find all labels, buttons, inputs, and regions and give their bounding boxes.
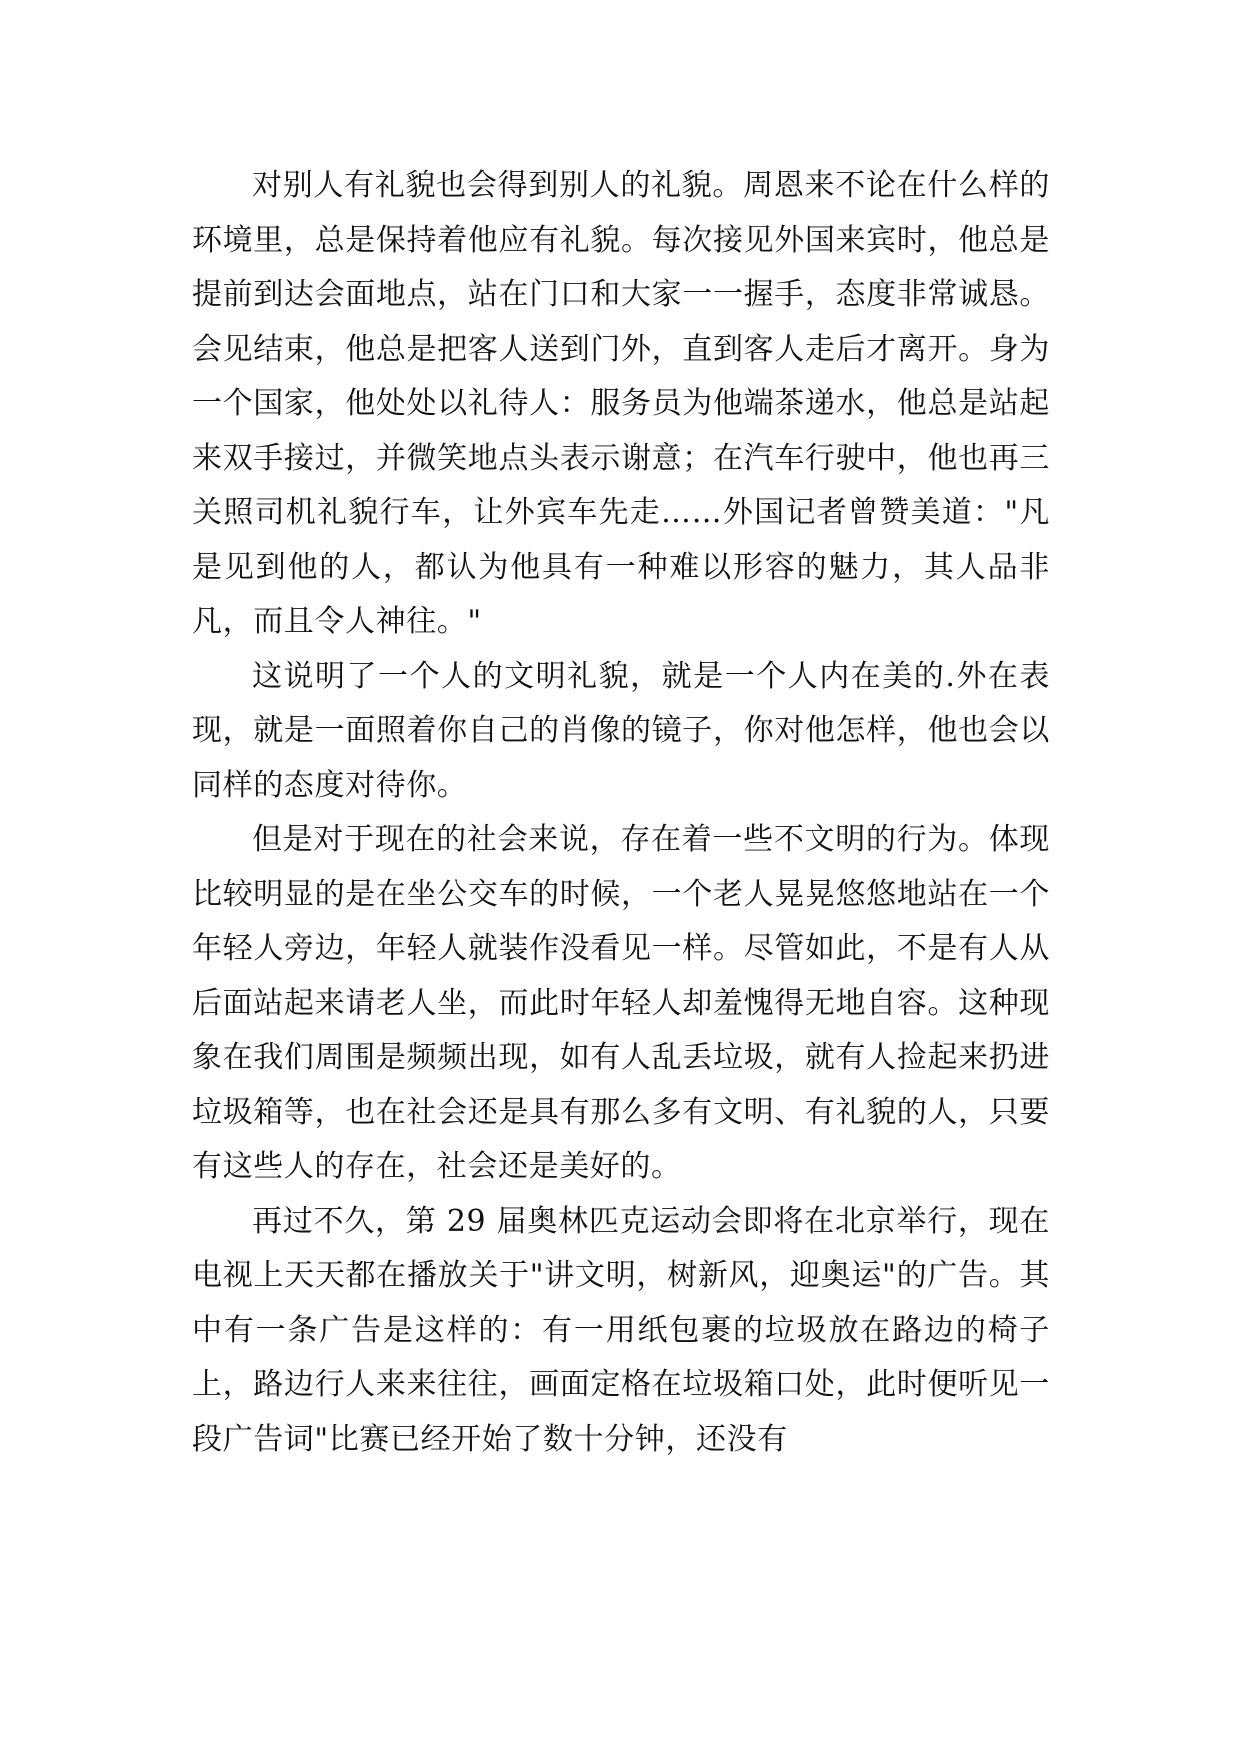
paragraph-3: 但是对于现在的社会来说，存在着一些不文明的行为。体现比较明显的是在坐公交车的时候，一个老人晃晃悠悠地站在一个年轻人旁边，年轻人就装作没看见一样。尽管如此，不是有人从后面站起来请老人坐，而此时年轻人却羞愧得无地自容。这种现象在我们周围是频频出现，如有人乱丢垃圾，就有人捡起来扔进垃圾箱等，也在社会还是具有那么多有文明、有礼貌的人，只要有这些人的存在，社会还是美好的。	[192, 822, 1050, 1184]
paragraph-1: 对别人有礼貌也会得到别人的礼貌。周恩来不论在什么样的环境里，总是保持着他应有礼貌。每次接见外国来宾时，他总是提前到达会面地点，站在门口和大家一一握手，态度非常诚恳。会见结束，他总是把客人送到门外，直到客人走后才离开。身为一个国家，他处处以礼待人：服务员为他端茶递水，他总是站起来双手接过，并微笑地点头表示谢意；在汽车行驶中，他也再三关照司机礼貌行车，让外宾车先走……外国记者曾赞美道："凡是见到他的人，都认为他具有一种难以形容的魅力，其人品非凡，而且令人神往。"	[192, 168, 1050, 639]
document-body	[192, 159, 1050, 1467]
paragraph-2: 这说明了一个人的文明礼貌，就是一个人内在美的.外在表现，就是一面照着你自己的肖像的镜子，你对他怎样，他也会以同样的态度对待你。	[192, 658, 1050, 803]
paragraph-4: 再过不久，第 29 届奥林匹克运动会即将在北京举行，现在电视上天天都在播放关于"讲文明，树新风，迎奥运"的广告。其中有一条广告是这样的：有一用纸包裹的垃圾放在路边的椅子上，路边行人来来往往，画面定格在垃圾箱口处，此时便听见一段广告词"比赛已经开始了数十分钟，还没有	[192, 1203, 1050, 1457]
